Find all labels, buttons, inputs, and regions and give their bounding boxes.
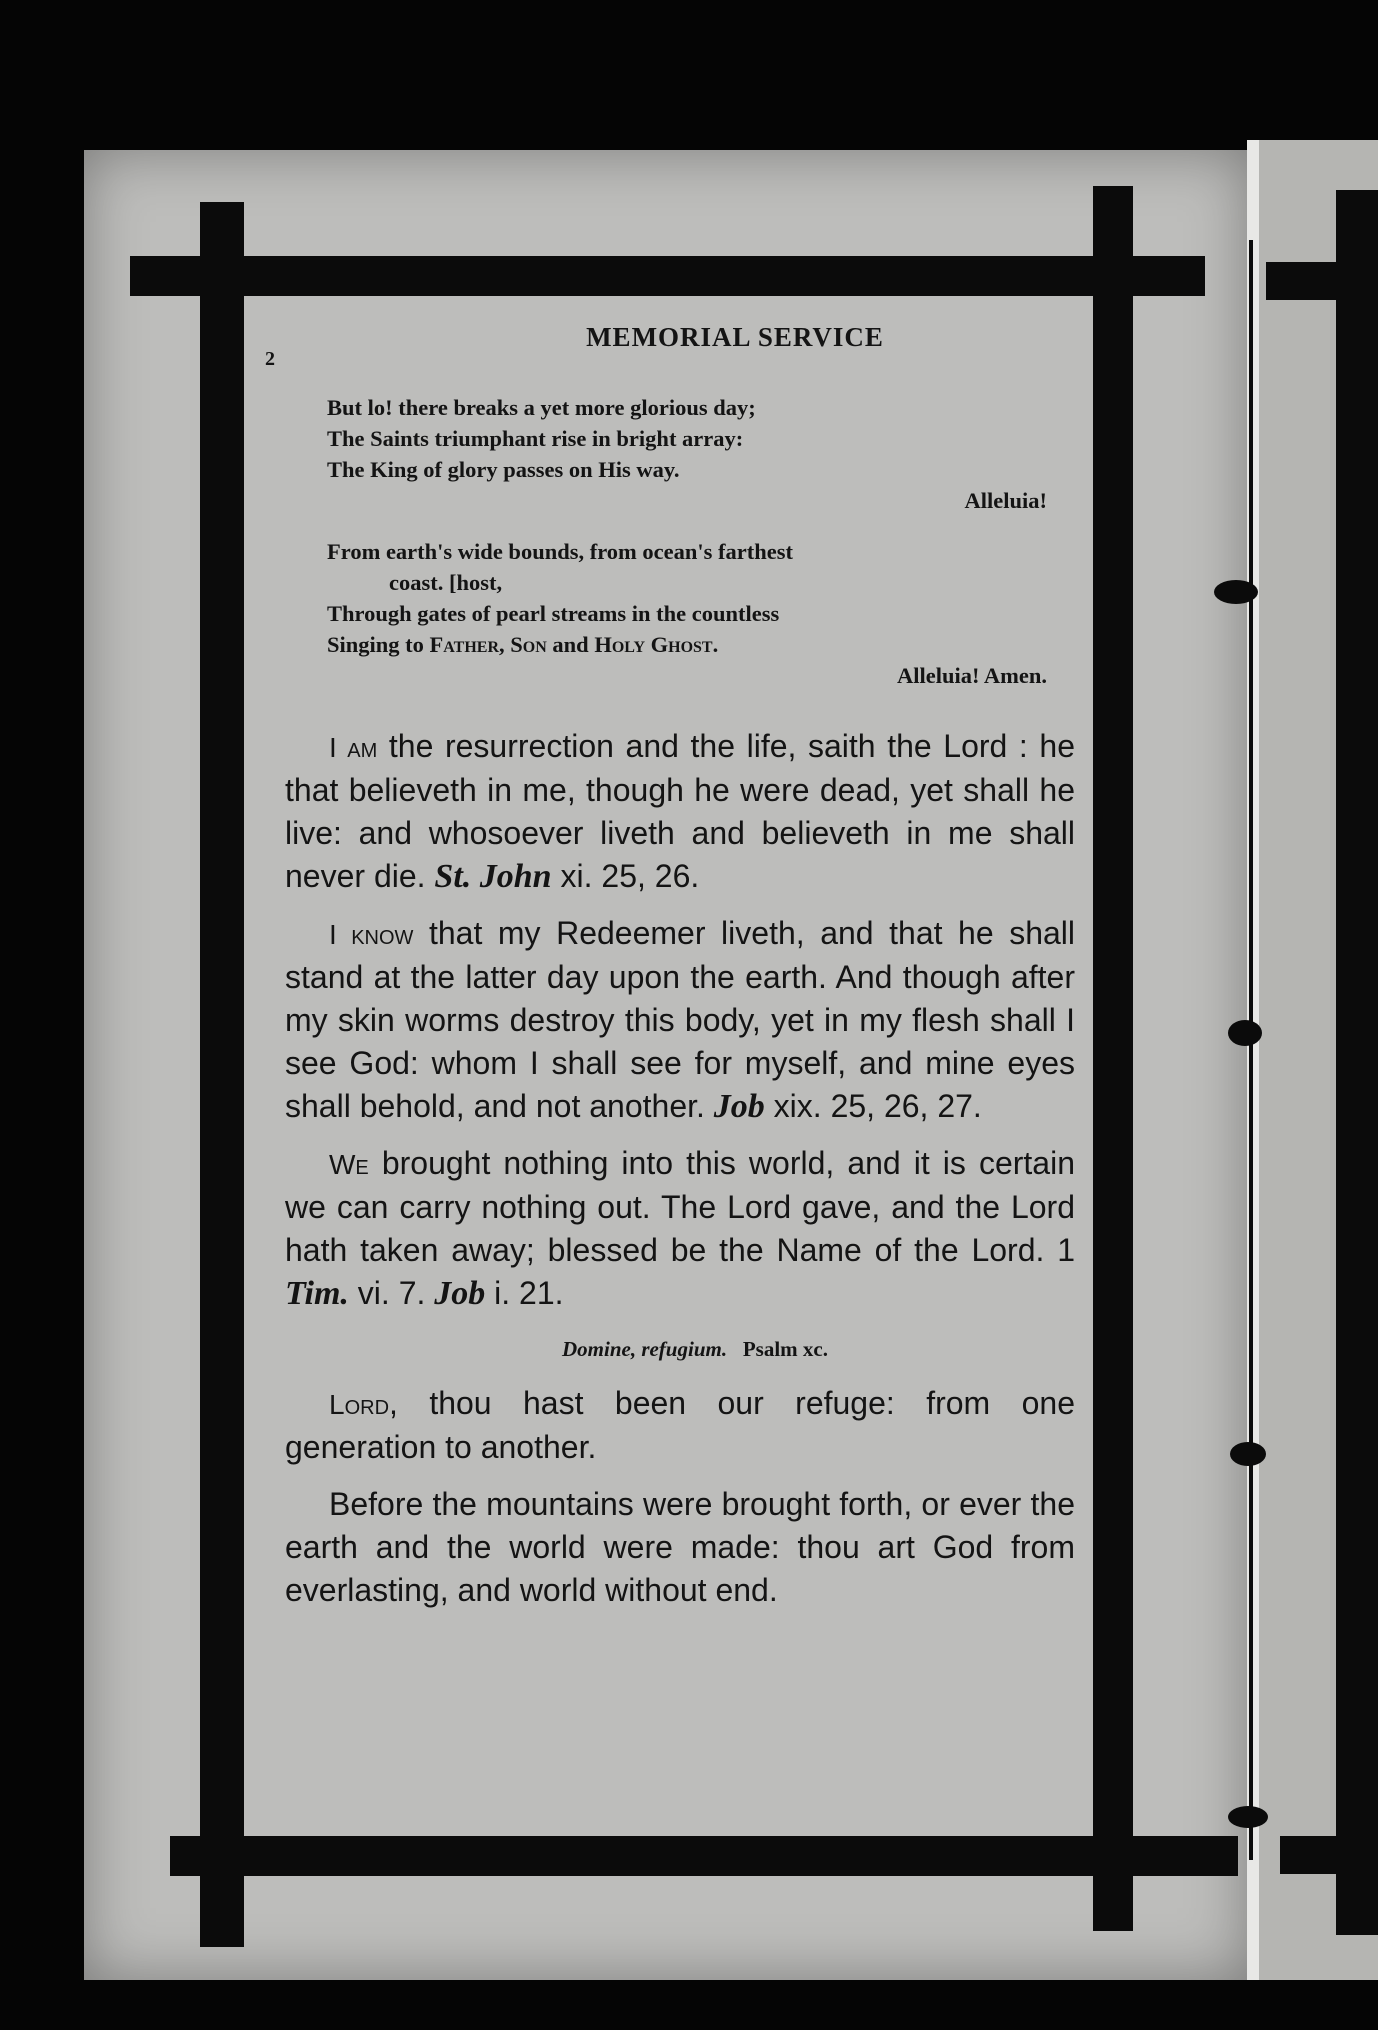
stitch-mark [1214, 580, 1258, 604]
scripture-ref-book: Job [713, 1088, 765, 1125]
scripture-ref-book: Job [434, 1275, 486, 1312]
hymn-line-part: [host, [449, 570, 503, 595]
hymn-line [327, 567, 1047, 598]
running-head: MEMORIAL SERVICE [586, 322, 884, 352]
scripture-ref: xi. 25, 26. [551, 858, 700, 894]
hymn-line-part: coast. [389, 570, 444, 595]
psalm-verse [285, 1483, 1075, 1612]
page-number: 2 [265, 348, 275, 370]
psalm-latin-title: Domine, refugium. [561, 1337, 728, 1361]
psalm-number: Psalm xc. [742, 1337, 828, 1361]
hymn [327, 392, 1047, 691]
hymn-line: But lo! there breaks a yet more glorious day; [327, 395, 756, 420]
psalm-title [275, 1337, 1115, 1362]
verse-text: , thou hast been our refuge: from one generation to another. [285, 1385, 1075, 1465]
lead-word: We [329, 1149, 369, 1180]
lead-word: I know [329, 919, 414, 950]
page-header [265, 320, 1115, 370]
lead-word: Lord [329, 1389, 390, 1420]
hymn-line [327, 629, 1047, 660]
spine-thread [1249, 240, 1253, 1860]
hymn-line: Through gates of pearl streams in the countless [327, 601, 780, 626]
hymn-text: Son [510, 632, 547, 657]
hymn-stanza [327, 392, 1047, 516]
hymn-text: Holy Ghost [594, 632, 713, 657]
hymn-line: From earth's wide bounds, from ocean's farthest [327, 539, 794, 564]
verse-text: Before the mountains were brought forth, or ever the earth and the world were made: thou art God from everlasting, and world without end. [285, 1486, 1075, 1608]
hymn-refrain: Alleluia! [964, 488, 1047, 513]
hymn-refrain: Alleluia! Amen. [897, 663, 1047, 688]
hymn-line: The King of glory passes on His way. [327, 457, 680, 482]
frame-bar-top [130, 256, 1205, 296]
hymn-text: and [546, 632, 595, 657]
scripture-ref: i. 21. [485, 1275, 564, 1311]
sentence-paragraph [285, 725, 1075, 898]
scripture-ref-book: St. John [434, 858, 552, 895]
scripture-ref: vi. 7. [348, 1275, 435, 1311]
scripture-ref-book: Tim. [285, 1275, 349, 1312]
sentence-text: that my Redeemer liveth, and that he shall stand at the latter day upon the earth. And though after my skin worms destroy this body, yet in my flesh shall I see God: whom I shall see for myself, and mine eyes shall behold, and not another. [285, 915, 1076, 1124]
hymn-line: The Saints triumphant rise in bright array: [327, 426, 744, 451]
stitch-mark [1228, 1020, 1262, 1046]
sentence-text: brought nothing into this world, and it is certain we can carry nothing out. The Lord gave, and the Lord hath taken away; blessed be the Name of the Lord. 1 [285, 1145, 1075, 1268]
psalm-verse [285, 1382, 1075, 1469]
hymn-text: Singing to [327, 632, 430, 657]
hymn-text: . [712, 632, 719, 657]
page-text [265, 320, 1115, 1820]
scripture-ref: xix. 25, 26, 27. [764, 1088, 982, 1124]
sentence-text: the resurrection and the life, saith the Lord : he that believeth in me, though he were dead, yet shall he live: and whosoever liveth and believeth in me shall never die. [285, 728, 1076, 894]
hymn-text: , [499, 632, 511, 657]
stitch-mark [1230, 1442, 1266, 1466]
facing-frame-left [1336, 190, 1378, 1935]
lead-word: I am [329, 732, 378, 763]
sentence-paragraph [285, 912, 1075, 1128]
sentence-paragraph [285, 1142, 1075, 1315]
stitch-mark [1228, 1806, 1268, 1828]
frame-bar-bottom [170, 1836, 1238, 1876]
hymn-stanza [327, 536, 1047, 691]
frame-bar-left [200, 202, 244, 1947]
hymn-text: Father [429, 632, 500, 657]
